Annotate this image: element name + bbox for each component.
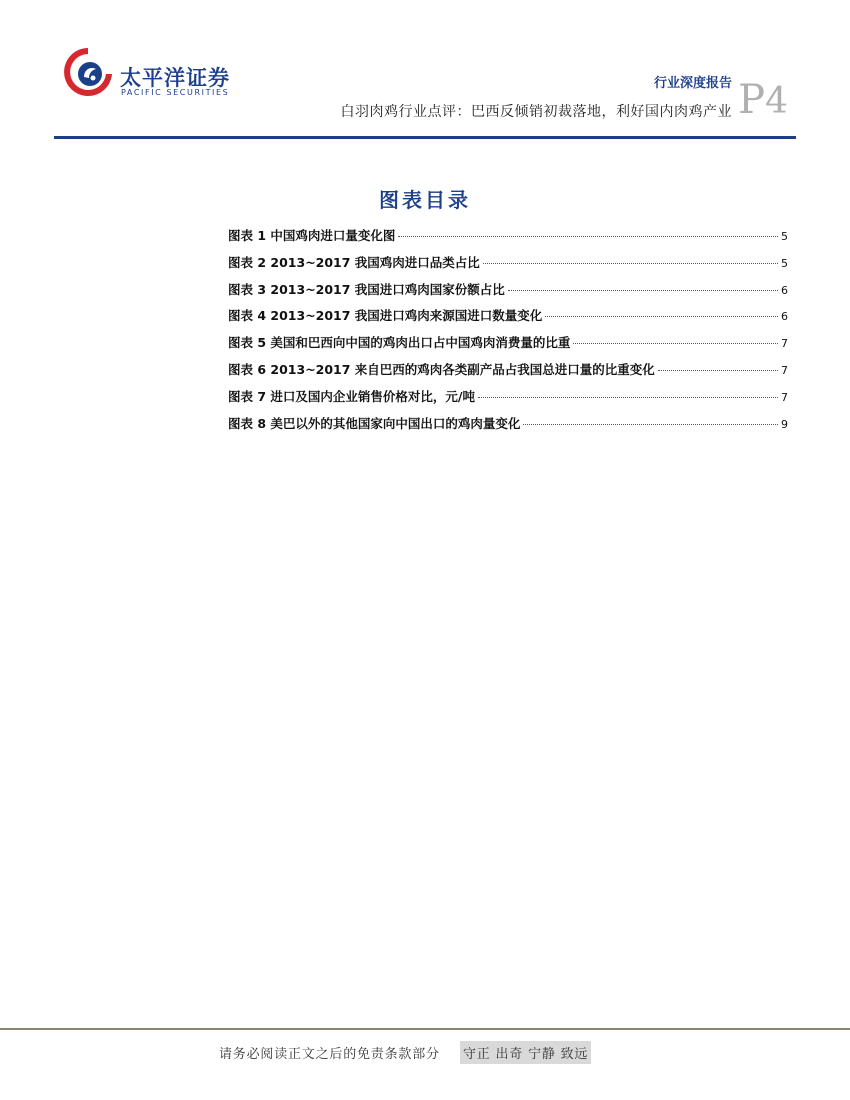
- toc-leader-dots: [508, 290, 778, 291]
- toc-title: 图表目录: [379, 188, 471, 212]
- toc-item[interactable]: [228, 306, 788, 333]
- toc-item-label: 图表 4 2013~2017 我国进口鸡肉来源国进口数量变化: [228, 308, 543, 324]
- toc-item-page: 9: [781, 417, 788, 431]
- toc-leader-dots: [478, 397, 778, 398]
- footer-disclaimer: 请务必阅读正文之后的免责条款部分: [219, 1047, 440, 1062]
- toc-leader-dots: [398, 236, 778, 237]
- toc-item-page: 6: [781, 310, 788, 324]
- brand-name-cn: 太平洋证券: [120, 66, 230, 90]
- page-number: [738, 77, 788, 123]
- toc-item-page: 7: [781, 390, 788, 404]
- brand-name-en: PACIFIC SECURITIES: [121, 88, 230, 97]
- footer-motto: 守正 出奇 宁静 致远: [460, 1041, 591, 1064]
- toc-item-label: 图表 1 中国鸡肉进口量变化图: [228, 228, 396, 243]
- report-header-title: 白羽肉鸡行业点评：巴西反倾销初裁落地，利好国内肉鸡产业: [340, 104, 732, 120]
- toc-leader-dots: [483, 263, 778, 264]
- toc-item-label: 图表 8 美巴以外的其他国家向中国出口的鸡肉量变化: [228, 415, 521, 431]
- page-number-prefix: P: [738, 77, 766, 123]
- toc-item-label: 图表 2 2013~2017 我国鸡肉进口品类占比: [228, 254, 480, 270]
- toc-item-page: 5: [781, 230, 788, 243]
- toc-item-label: 图表 7 进口及国内企业销售价格对比，元/吨: [228, 388, 475, 404]
- toc-leader-dots: [573, 343, 778, 344]
- page-number-value: 4: [765, 81, 788, 122]
- toc-item[interactable]: [228, 280, 788, 307]
- toc-item-page: 7: [781, 337, 788, 351]
- toc-leader-dots: [545, 316, 778, 317]
- toc-leader-dots: [658, 370, 778, 371]
- toc-item[interactable]: [228, 226, 788, 253]
- toc-item[interactable]: [228, 360, 788, 387]
- toc-item-page: 6: [781, 283, 788, 297]
- toc-item[interactable]: [228, 333, 788, 360]
- header-divider: [54, 136, 796, 139]
- footer-divider: [0, 1028, 850, 1030]
- toc-item-page: 5: [781, 256, 788, 270]
- toc-item-label: 图表 6 2013~2017 来自巴西的鸡肉各类副产品占我国总进口量的比重变化: [228, 361, 655, 377]
- company-logo: [60, 44, 116, 100]
- toc-item[interactable]: [228, 414, 788, 441]
- toc-leader-dots: [523, 424, 778, 425]
- toc-item[interactable]: [228, 253, 788, 280]
- toc-item-label: 图表 5 美国和巴西向中国的鸡肉出口占中国鸡肉消费量的比重: [228, 335, 571, 351]
- toc-item-page: 7: [781, 363, 788, 377]
- toc-item-label: 图表 3 2013~2017 我国进口鸡肉国家份额占比: [228, 281, 505, 297]
- toc-list: [228, 226, 788, 440]
- toc-item[interactable]: [228, 387, 788, 414]
- report-type-label: 行业深度报告: [653, 76, 732, 91]
